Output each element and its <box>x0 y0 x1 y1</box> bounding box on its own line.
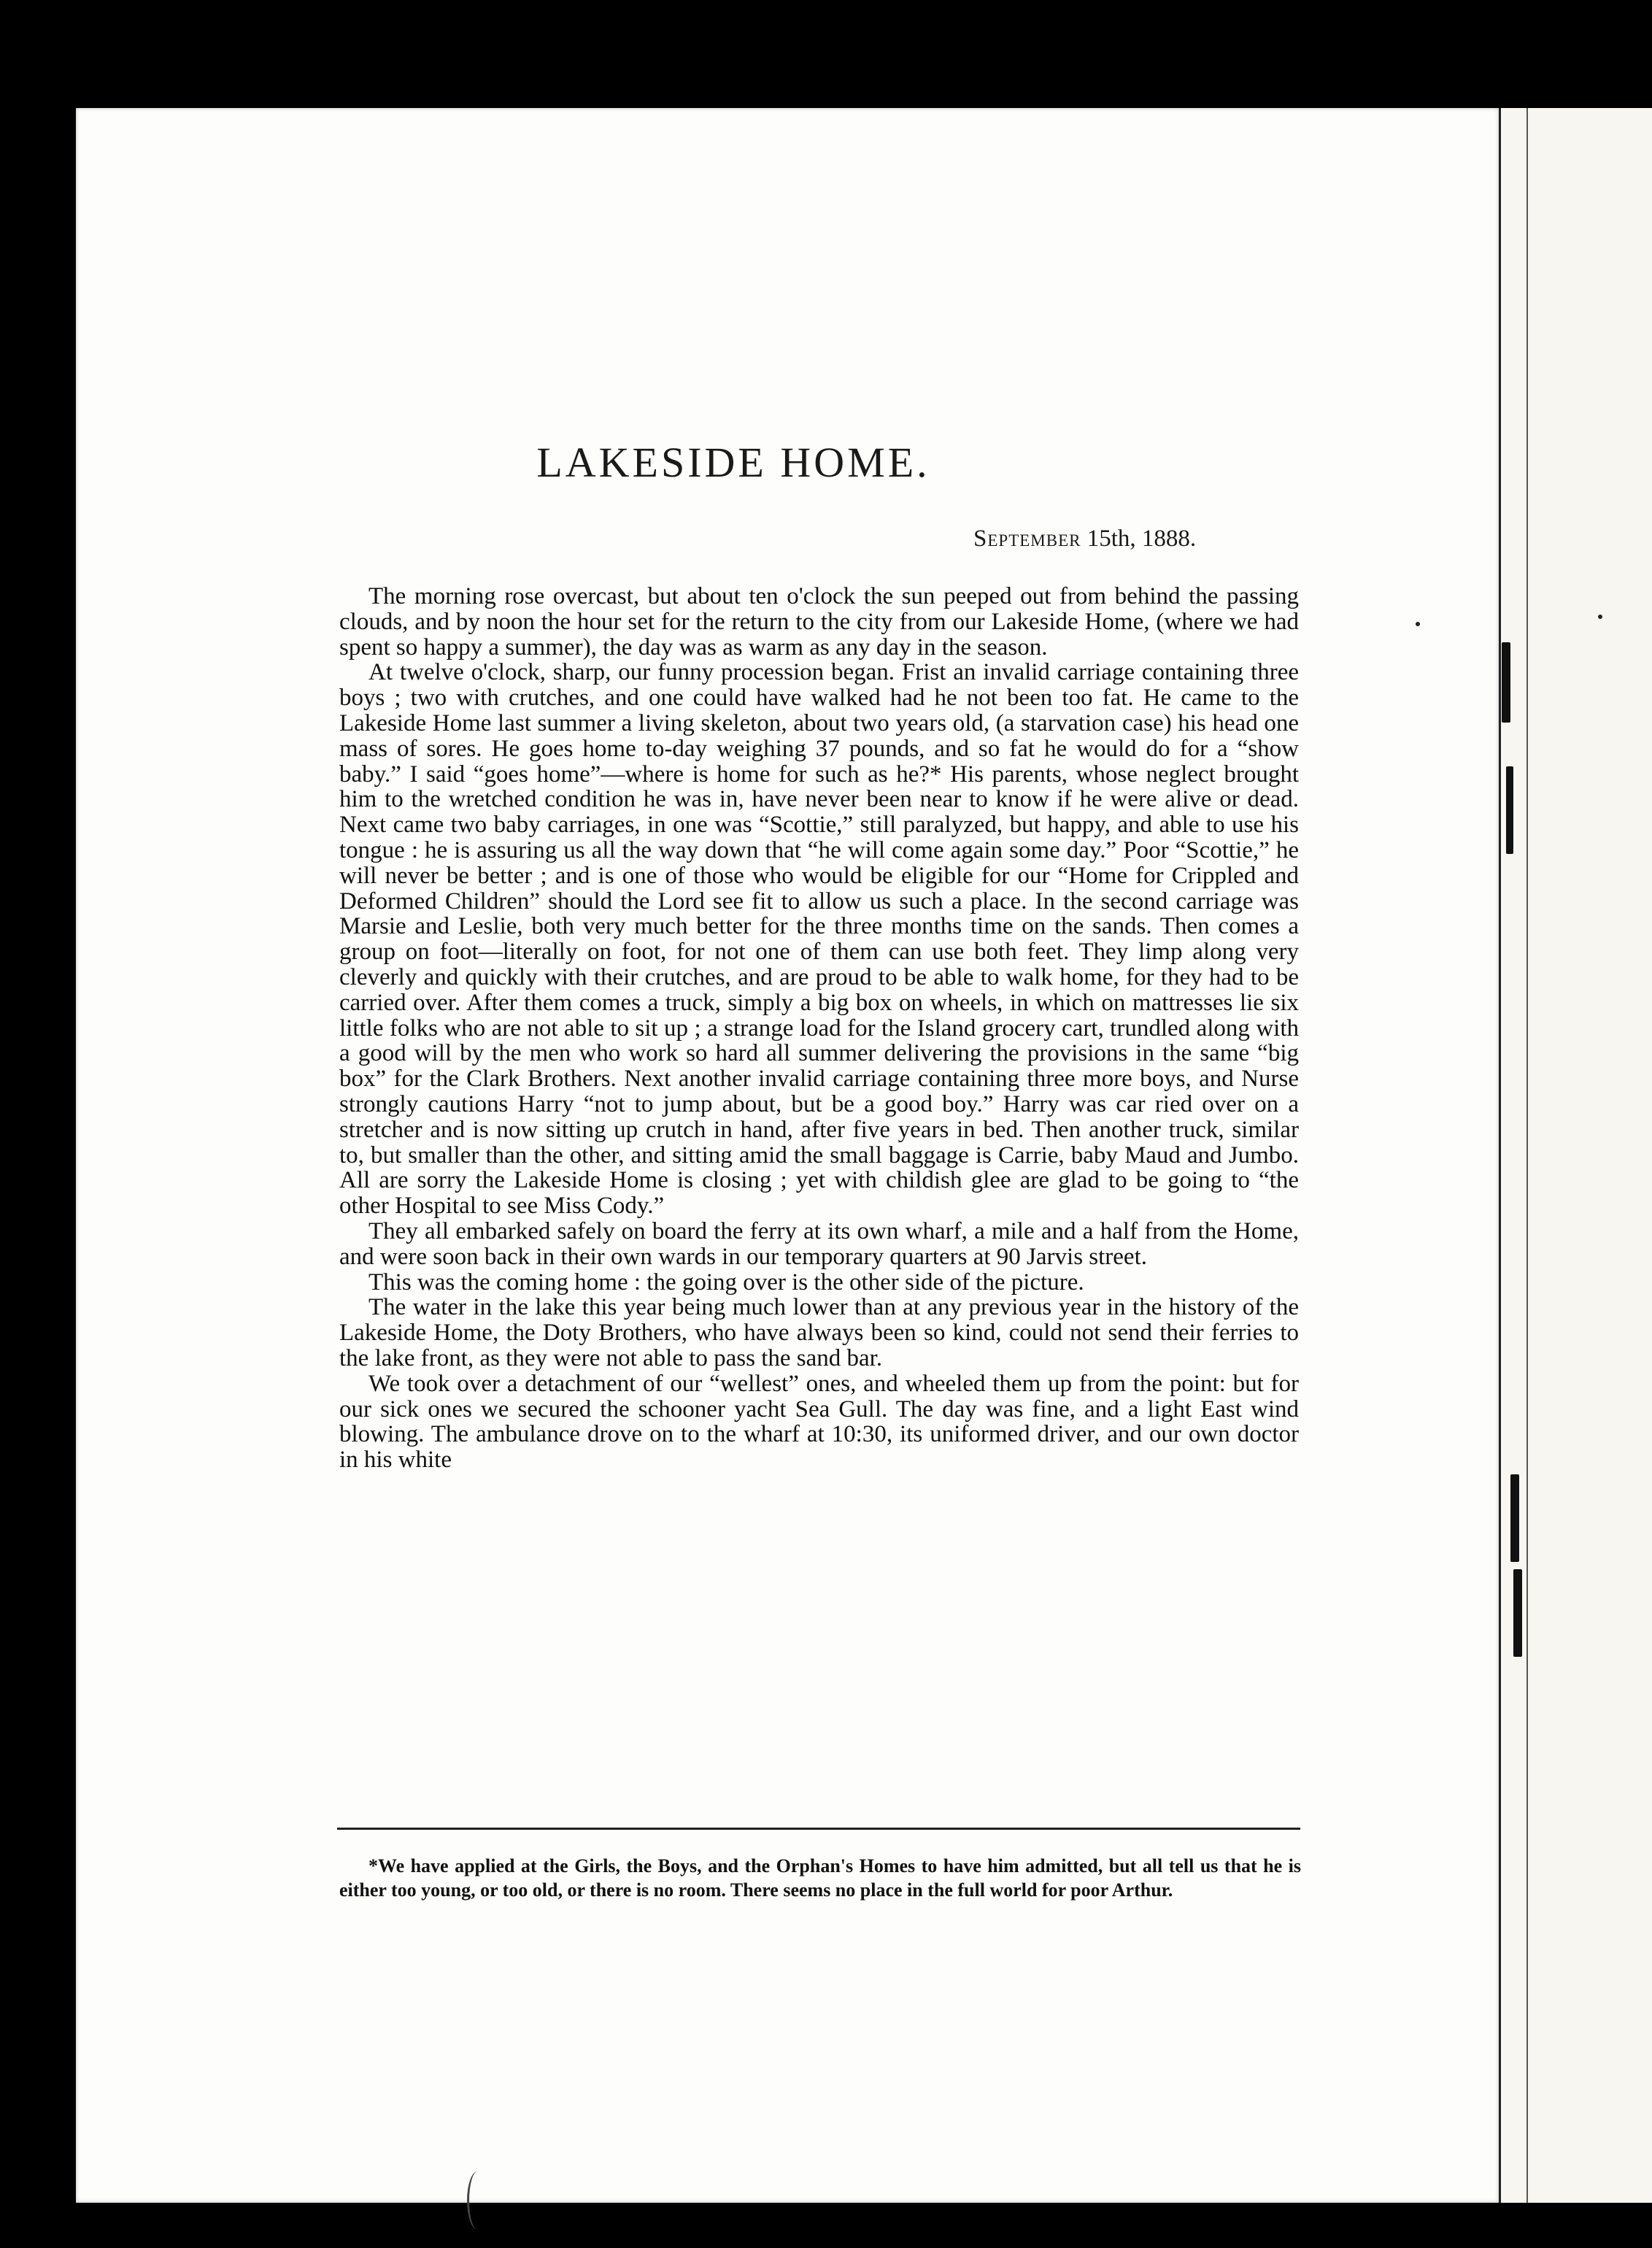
facing-page-edge <box>1499 108 1652 2203</box>
date-month: September <box>973 526 1081 552</box>
paragraph: The morning rose overcast, but about ten o'clock the sun peeped out from behind the passing clouds, and by noon the hour set for the return to the city from our Lakeside Home, (where we had spent so happy a summer), the day was as warm as any day in the season. <box>339 583 1299 661</box>
binding-mark <box>1502 642 1510 723</box>
paragraph: At twelve o'clock, sharp, our funny procession began. Frist an invalid carriage containing three boys ; two with crutches, and one could have walked had he not been too fat. He came to the Lakeside Home last summer a living skeleton, about two years old, (a starvation case) his head one mass of sores. He goes home to-day weighing 37 pounds, and so fat he would do for a “show baby.” I said “goes home”—where is home for such as he?* His parents, whose neglect brought him to the wretched condition he was in, have never been near to know if he were alive or dead. Next came two baby carriages, in one was “Scottie,” still paralyzed, but happy, and able to use his tongue : he is assuring us all the way down that “he will come again some day.” Poor “Scottie,” he will never be better ; and is one of those who would be eligible for our “Home for Crippled and Deformed Children” should the Lord see fit to allow us such a place. In the second carriage was Marsie and Leslie, both very much better for the three months time on the sands. Then comes a group on foot—literally on foot, for not one of them can use both feet. They limp along very cleverly and quickly with their crutches, and are proud to be able to walk home, for they had to be carried over. After them comes a truck, simply a big box on wheels, in which on mattresses lie six little folks who are not able to sit up ; a strange load for the Island grocery cart, trundled along with a good will by the men who work so hard all summer delivering the provisions in the same “big box” for the Clark Brothers. Next another invalid carriage containing three more boys, and Nurse strongly cautions Harry “not to jump about, but be a good boy.” Harry was car ried over on a stretcher and is now sitting up crutch in hand, after five years in bed. Then another truck, similar to, but smaller than the other, and sitting amid the small baggage is Carrie, baby Maud and Jumbo. All are sorry the Lakeside Home is closing ; yet with childish glee are glad to be going to “the other Hospital to see Miss Cody.” <box>339 659 1299 1220</box>
binding-mark <box>1506 766 1513 854</box>
article-date <box>973 526 1196 553</box>
paragraph: They all embarked safely on board the ferry at its own wharf, a mile and a half from the Home, and were soon back in their own wards in our temporary quarters at 90 Jarvis street. <box>339 1217 1299 1270</box>
pencil-mark <box>467 2171 488 2230</box>
footnote-text: *We have applied at the Girls, the Boys, and the Orphan's Homes to have him admitted, but all tell us that he is either too young, or too old, or there is no room. There seems no place in the full world for poor Arthur. <box>339 1855 1301 1901</box>
date-day-year: 15th, 1888. <box>1086 526 1197 552</box>
footnote-rule <box>337 1828 1300 1830</box>
speck <box>1416 622 1420 626</box>
article-title: LAKESIDE HOME. <box>536 439 930 486</box>
paragraph: This was the coming home : the going over is the other side of the picture. <box>368 1269 1084 1296</box>
footnote <box>339 1854 1301 1902</box>
paragraph: The water in the lake this year being much lower than at any previous year in the history of the Lakeside Home, the Doty Brothers, who have always been so kind, could not send their ferries to the lake front, as they were not able to pass the sand bar. <box>339 1294 1299 1371</box>
binding-mark <box>1510 1474 1519 1562</box>
paragraph: We took over a detachment of our “wellest” ones, and wheeled them up from the point: but for our sick ones we secured the schooner yacht Sea Gull. The day was fine, and a light East wind blowing. The ambulance drove on to the wharf at 10:30, its uniformed driver, and our own doctor in his white <box>339 1370 1299 1474</box>
article-body <box>339 584 1299 1473</box>
page-fold-line <box>1526 108 1528 2203</box>
speck <box>1598 615 1602 619</box>
binding-mark <box>1513 1569 1522 1657</box>
